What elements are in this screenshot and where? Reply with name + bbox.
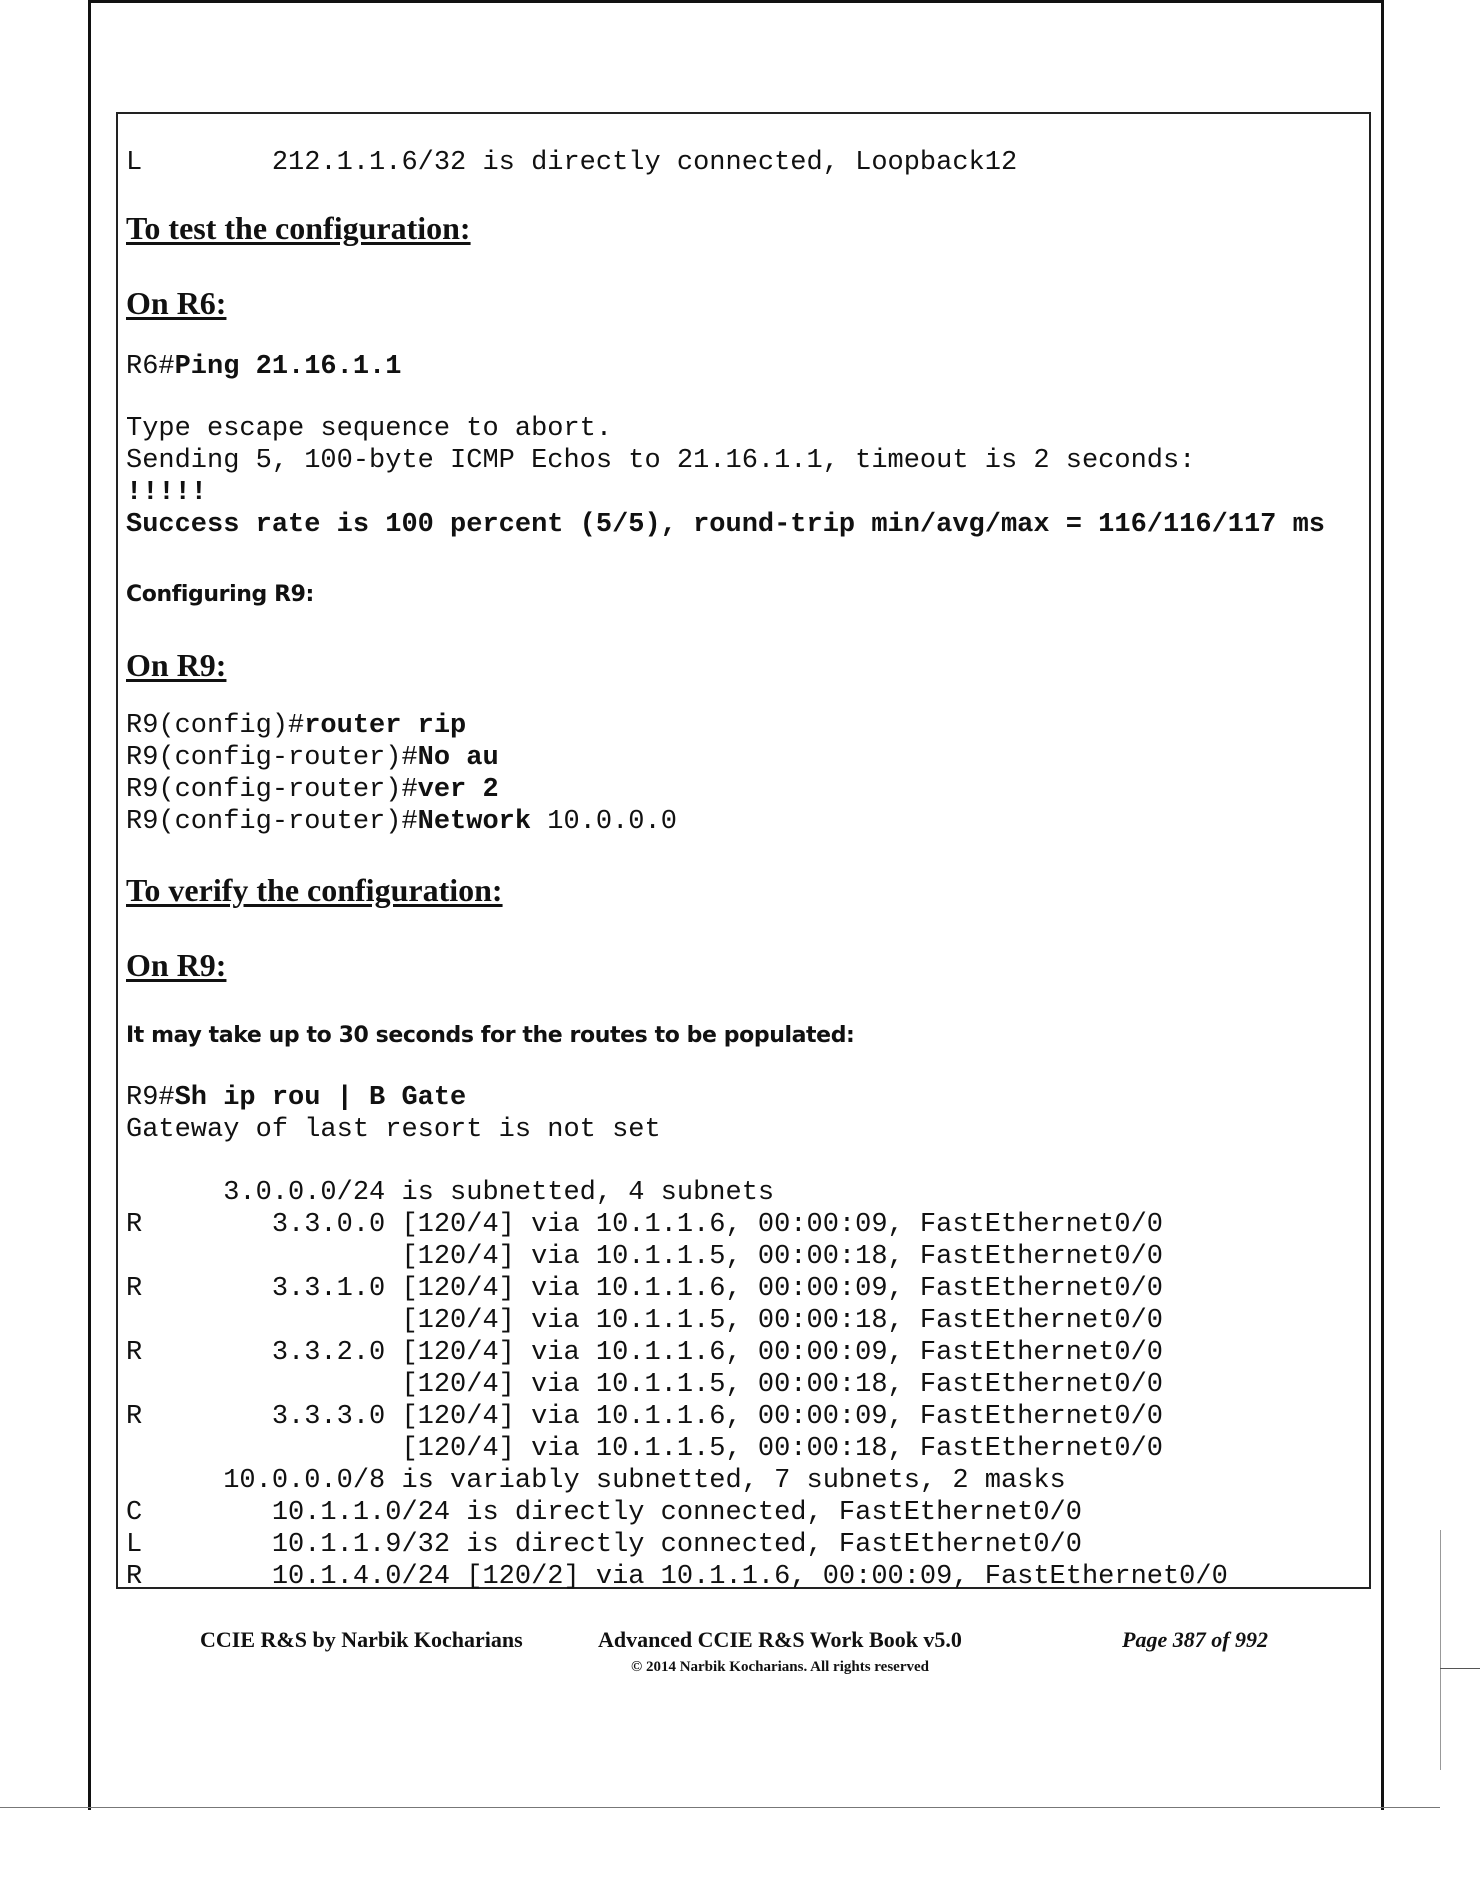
config-argument: 10.0.0.0	[531, 807, 677, 837]
route-line: R 3.3.0.0 [120/4] via 10.1.1.6, 00:00:09, FastEthernet0/0	[126, 1210, 1163, 1240]
margin-tick	[1440, 1668, 1480, 1669]
note-configuring-r9: Configuring R9:	[126, 582, 314, 607]
show-command: Sh ip rou | B Gate	[174, 1083, 467, 1113]
sending-line: Sending 5, 100-byte ICMP Echos to 21.16.1.1, timeout is 2 seconds:	[126, 446, 1196, 476]
heading-on-r9: On R9:	[126, 647, 227, 683]
footer-title	[580, 1627, 980, 1676]
page-border-top	[88, 0, 1384, 3]
route-line: R 3.3.1.0 [120/4] via 10.1.1.6, 00:00:09, FastEthernet0/0	[126, 1274, 1163, 1304]
show-prompt: R9#	[126, 1083, 175, 1113]
footer-author: CCIE R&S by Narbik Kocharians	[200, 1627, 523, 1652]
route-line: C 10.1.1.0/24 is directly connected, FastEthernet0/0	[126, 1498, 1082, 1528]
show-command-block	[126, 1082, 661, 1146]
ping-output	[126, 413, 1325, 541]
route-line: [120/4] via 10.1.1.5, 00:00:18, FastEthernet0/0	[126, 1242, 1163, 1272]
config-prompt: R9(config-router)#	[126, 743, 418, 773]
page-border-right	[1381, 0, 1384, 1810]
ping-prompt: R6#	[126, 352, 175, 382]
ping-command: Ping 21.16.1.1	[174, 352, 402, 382]
note-may-take: It may take up to 30 seconds for the routes to be populated:	[126, 1023, 855, 1048]
config-command: router rip	[304, 711, 467, 741]
heading-on-r6: On R6:	[126, 285, 227, 321]
config-command: Network	[417, 807, 532, 837]
ping-bangs: !!!!!	[126, 478, 208, 508]
heading-verify-config: To verify the configuration:	[126, 872, 503, 908]
r9-config-block	[126, 710, 677, 838]
page-border-left	[88, 0, 91, 1810]
config-prompt: R9(config-router)#	[126, 775, 418, 805]
escape-line: Type escape sequence to abort.	[126, 414, 613, 444]
route-line: R 3.3.3.0 [120/4] via 10.1.1.6, 00:00:09, FastEthernet0/0	[126, 1402, 1163, 1432]
route-line: R 3.3.2.0 [120/4] via 10.1.1.6, 00:00:09, FastEthernet0/0	[126, 1338, 1163, 1368]
page-edge-bottom	[0, 1807, 1440, 1808]
margin-mark	[1440, 1530, 1441, 1770]
gateway-line: Gateway of last resort is not set	[126, 1115, 661, 1145]
success-line: Success rate is 100 percent (5/5), round-trip min/avg/max = 116/116/117 ms	[126, 510, 1325, 540]
heading-test-config: To test the configuration:	[126, 210, 471, 246]
route-line: [120/4] via 10.1.1.5, 00:00:18, FastEthernet0/0	[126, 1370, 1163, 1400]
route-line: 10.0.0.0/8 is variably subnetted, 7 subnets, 2 masks	[126, 1466, 1066, 1496]
route-line: 3.0.0.0/24 is subnetted, 4 subnets	[126, 1178, 775, 1208]
heading-on-r9-verify: On R9:	[126, 947, 227, 983]
config-prompt: R9(config-router)#	[126, 807, 418, 837]
route-line: [120/4] via 10.1.1.5, 00:00:18, FastEthernet0/0	[126, 1434, 1163, 1464]
footer-page-number: Page 387 of 992	[1122, 1627, 1269, 1652]
ping-command-line	[126, 351, 401, 383]
config-command: No au	[417, 743, 499, 773]
config-prompt: R9(config)#	[126, 711, 305, 741]
route-line: R 10.1.4.0/24 [120/2] via 10.1.1.6, 00:00:09, FastEthernet0/0	[126, 1562, 1228, 1592]
route-line: L 10.1.1.9/32 is directly connected, FastEthernet0/0	[126, 1530, 1082, 1560]
footer-book-title: Advanced CCIE R&S Work Book v5.0	[598, 1627, 962, 1652]
config-command: ver 2	[417, 775, 499, 805]
footer-copyright: © 2014 Narbik Kocharians. All rights reserved	[630, 1659, 929, 1675]
loopback-line: L 212.1.1.6/32 is directly connected, Loopback12	[126, 148, 1018, 178]
route-line: [120/4] via 10.1.1.5, 00:00:18, FastEthernet0/0	[126, 1306, 1163, 1336]
routing-table	[126, 1177, 1228, 1593]
